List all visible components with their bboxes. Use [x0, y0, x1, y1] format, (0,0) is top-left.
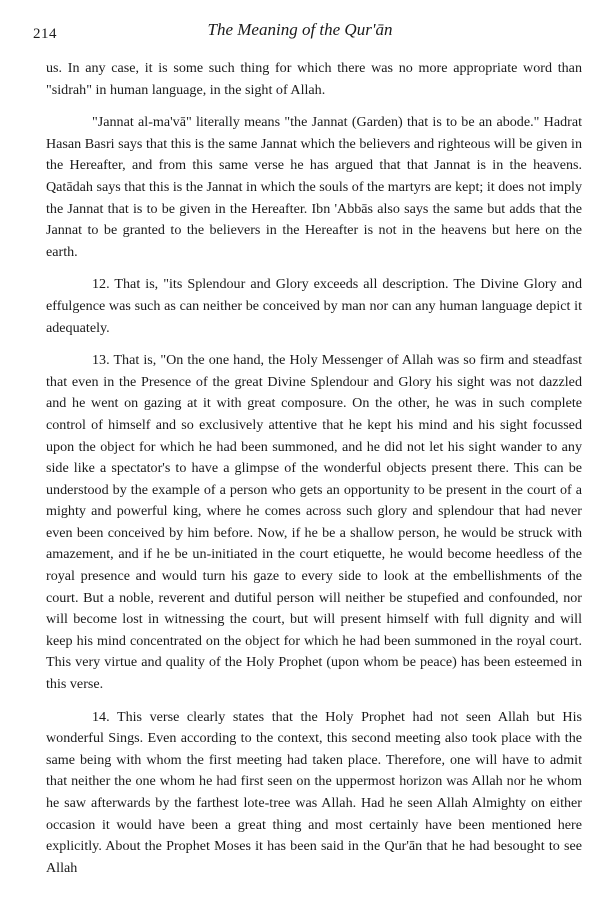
note-14: 14. This verse clearly states that the Holy Prophet had not seen Allah but His wonderful Sings. Even according to the context, this second meeting also took place with the same being with whom the first meeting had taken place. Therefore, one will have to admit that neither the one whom he had first seen on the uppermost horizon was Allah nor he whom he saw afterwards by the farthest lote-tree was Allah. Had he seen Allah Almighty on either occasion it would have been a great thing and most certainly have been mentioned here explicitly. About the Prophet Moses it has been said in the Qur'ān that he had besought to see Allah — [46, 708, 582, 876]
paragraph-continuation: us. In any case, it is some such thing for which there was no more appropriate word than "sidrah" in human language, in the sight of Allah. — [46, 60, 582, 98]
running-title: The Meaning of the Qur'ān — [207, 20, 393, 39]
note-12: 12. That is, "its Splendour and Glory exceeds all description. The Divine Glory and effulgence was such as can neither be conceived by man nor can any human language depict it adequately. — [46, 276, 582, 336]
page-number: 214 — [33, 26, 57, 42]
body-text — [46, 58, 582, 890]
paragraph-jannat-al-mava: "Jannat al-ma'vā" literally means "the Jannat (Garden) that is to be an abode." Hadrat Hasan Basri says that this is the same Jannat which the believers and righteous will be given in the Hereafter, and from this same verse he has argued that that Jannat is in the heavens. Qatādah says that this is the Jannat in which the souls of the martyrs are kept; it does not imply the Jannat that is to be given in the Hereafter. Ibn 'Abbās also says the same but adds that the Jannat to be granted to the believers in the Hereafter is not in the heavens but here on the earth. — [46, 114, 582, 260]
note-13: 13. That is, "On the one hand, the Holy Messenger of Allah was so firm and steadfast that even in the Presence of the great Divine Splendour and Glory his sight was not dazzled and he went on gazing at it with great composure. On the other, he was in such complete control of himself and so exclusively attentive that he kept his mind and his sight focussed upon the object for which he had been summoned, and he did not let his sight wander to any side like a spectator's to have a glimpse of the wonderful objects present there. This can be understood by the example of a person who gets an opportunity to be present in the court of a mighty and powerful king, where he comes across such glory and splendour that had never even been conceived by him before. Now, if he be a shallow person, he would be struck with amazement, and if he be un-initiated in the court etiquette, he would become heedless of the royal presence and would turn his gaze to every side to look at the embellishments of the court. But a noble, reverent and dutiful person will neither be stupefied and confounded, nor will become lost in witnessing the court, but will present himself with full dignity and will keep his mind concentrated on the object for which he had been summoned in the royal court. This very virtue and quality of the Holy Prophet (upon whom be peace) has been esteemed in this verse. — [46, 352, 582, 693]
page-header — [0, 18, 600, 44]
